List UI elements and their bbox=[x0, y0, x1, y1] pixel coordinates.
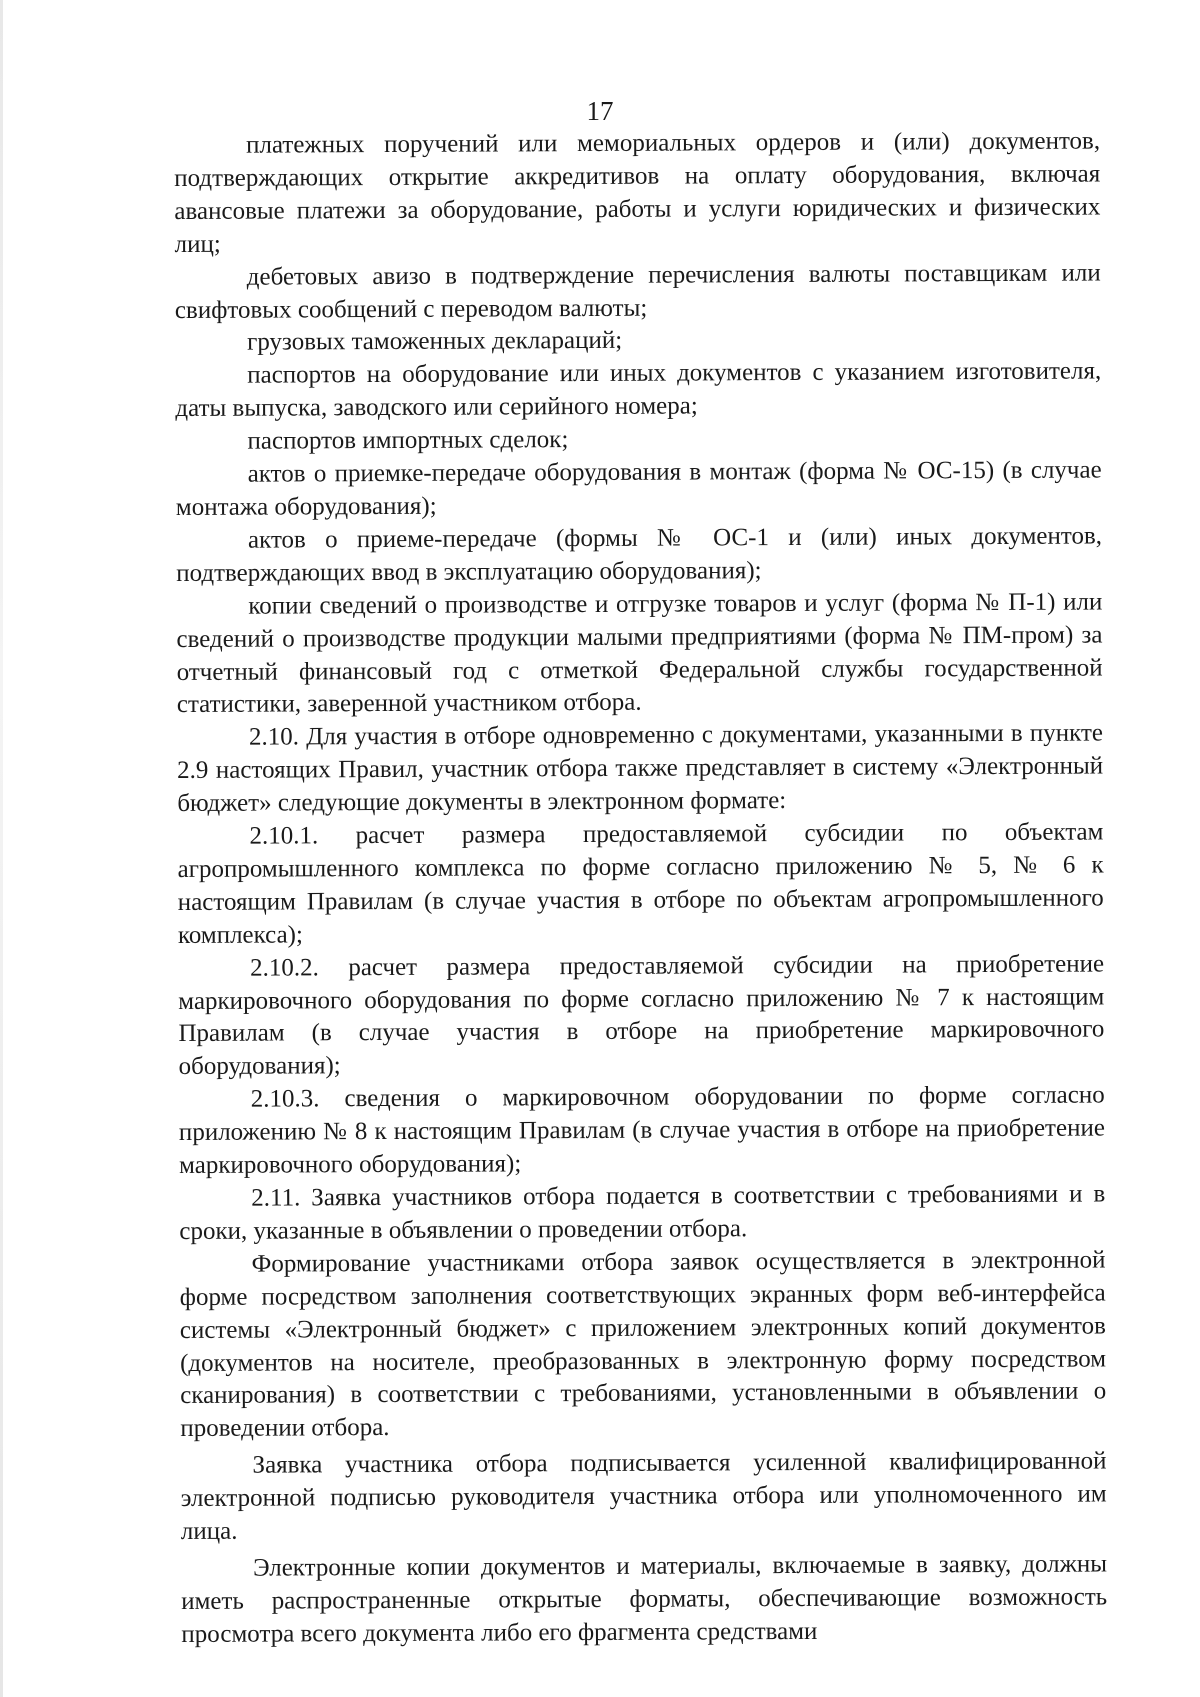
paragraph: Электронные копии документов и материалы, включаемые в заявку, должны иметь распространенные открытые форматы, обеспечивающие возможность просмотра всего документа либо его фрагмента средствами bbox=[181, 1550, 1108, 1648]
paragraph: дебетовых авизо в подтверждение перечисления валюты поставщикам или свифтовых сообщений с переводом валюты; bbox=[174, 259, 1101, 324]
paragraph: паспортов импортных сделок; bbox=[247, 426, 569, 455]
document-body bbox=[174, 125, 1107, 1651]
scan-edge bbox=[0, 0, 3, 1697]
page-number: 17 bbox=[586, 96, 614, 126]
paragraph: паспортов на оборудование или иных документов с указанием изготовителя, даты выпуска, заводского или серийного номера; bbox=[175, 357, 1102, 423]
paragraph: 2.10.2. расчет размера предоставляемой субсидии на приобретение маркировочного оборудования по форме согласно приложению № 7 к настоящим Правилам (в случае участия в отборе на приобретение маркировочного оборудования); bbox=[178, 950, 1105, 1081]
paragraph: Заявка участника отбора подписывается усиленной квалифицированной электронной подписью руководителя участника отбора или уполномоченного им лица. bbox=[180, 1447, 1107, 1546]
paragraph: Формирование участниками отбора заявок осуществляется в электронной форме посредством заполнения соответствующих экранных форм веб-интерфейса системы «Электронный бюджет» с приложением электронных копий документов (документов на носителе, преобразованных в электронную форму посредством сканирования) в соответствии с требованиями, установленными в объявлении о проведении отбора. bbox=[179, 1246, 1107, 1443]
paragraph: грузовых таможенных деклараций; bbox=[246, 327, 623, 357]
paragraph: 2.11. Заявка участников отбора подается в соответствии с требованиями и в сроки, указанные в объявлении о проведении отбора. bbox=[179, 1180, 1106, 1245]
paragraph: 2.10.3. сведения о маркировочном оборудовании по форме согласно приложению № 8 к настоящим Правилам (в случае участия в отборе на приобретение маркировочного оборудования); bbox=[178, 1081, 1105, 1180]
paragraph: платежных поручений или мемориальных ордеров и (или) документов, подтверждающих открытие аккредитивов на оплату оборудования, включая авансовые платежи за оборудование, работы и услуги юридических и физических лиц; bbox=[174, 127, 1101, 258]
paragraph: актов о приеме-передаче (формы № ОС-1 и (или) иных документов, подтверждающих ввод в эксплуатацию оборудования); bbox=[176, 522, 1103, 587]
paragraph: 2.10. Для участия в отборе одновременно с документами, указанными в пункте 2.9 настоящих Правил, участник отбора также представляет в систему «Электронный бюджет» следующие документы в электронном формате: bbox=[177, 719, 1104, 818]
paragraph: 2.10.1. расчет размера предоставляемой субсидии по объектам агропромышленного комплекса по форме согласно приложению № 5, № 6 к настоящим Правилам (в случае участия в отборе по объектам агропромышленного комплекса); bbox=[177, 818, 1104, 949]
paragraph: копии сведений о производстве и отгрузке товаров и услуг (форма № П-1) или сведений о производстве продукции малыми предприятиями (форма № ПМ-пром) за отчетный финансовый год с отметкой Федеральной службы государственной статистики, заверенной участником отбора. bbox=[176, 588, 1103, 719]
paragraph: актов о приемке-передаче оборудования в монтаж (форма № ОС-15) (в случае монтажа оборудования); bbox=[175, 456, 1102, 521]
